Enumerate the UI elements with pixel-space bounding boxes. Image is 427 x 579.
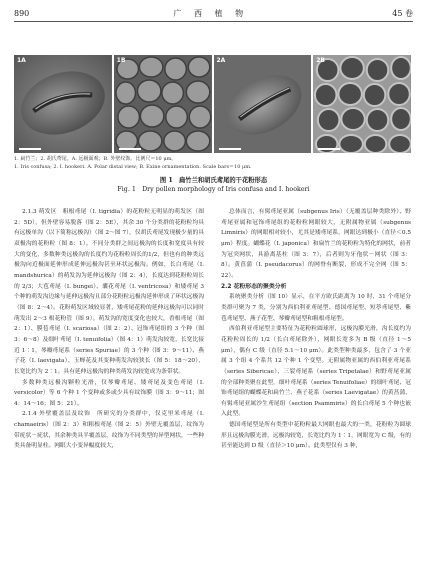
exine-ornamentation-image bbox=[114, 55, 212, 153]
scale-bar bbox=[318, 148, 340, 150]
scale-bar bbox=[119, 148, 141, 150]
figure-plates bbox=[14, 55, 411, 153]
figure-caption-en: 1. Iris confusa; 2. I. hookeri. A. Polar distal view; B. Exine ornamentation. Scale bars＝10 μm. bbox=[14, 164, 252, 170]
plate-label: 2B bbox=[316, 57, 325, 64]
figure-caption-cn: 1. 扁竹兰；2. 胡氏鸢尾。A. 远极面观；B. 外壁纹饰。比例尺＝10 μm。 bbox=[14, 156, 177, 162]
scale-bar bbox=[219, 148, 241, 150]
paragraph-exine-tectum: 2.1.4 外壁覆盖层及纹饰 所研究的分类群中，仅克里米鸢尾（I. chamaeiris）（图 2：3）和粗根鸢尾（图 2：5）外壁无覆盖层，纹饰为带疣状－疣状，其余种类具半覆盖层，纹饰为不同类型的异型网状，一些种类具备明显柱。网眼大小变异幅度较大， bbox=[14, 411, 204, 450]
left-column bbox=[14, 207, 204, 452]
paragraph-siberian-type: 西伯利亚鸢尾型主要特征为花粉粒圆球形，远极沟膜光滑，沟长度约为花粉粒周长的 1/2（长白鸢尾除外），网眼长宽多为 B 级（直径 1～5 μm），偶有 C 级（直径 5.1～10 μm）。此类型种类最多，包含了 3 个亚属 3 个组 4 个系共 12 个种 1 个变型。无附属物亚属的西伯利亚鸢尾系（series Sibericae）、三裂鸢尾系（series Tripetalae）和野鸢尾亚属的全部种类聚在此型，细叶鸢尾系（series Tenuifoliae）的细叶鸢尾、冠饰鸢尾组的蝴蝶花和扁竹兰、燕子花系（series Laevigatae）的黄菖蒲、有髯鸢尾亚属沙生鸢尾组（section Psammiris）的长白鸢尾 5 个种也嵌入此型。 bbox=[221, 326, 411, 418]
running-header bbox=[14, 6, 413, 20]
paragraph-colpus-membrane: 多数种类远极沟颗粒光滑，仅琴瓣鸢尾、矮鸢尾及变色鸢尾（I. versicolor）等 6 个种 1 个变种或多或少具有纹饰膜（图 3：9～11；图 4：14～16；图 5：21）。 bbox=[14, 379, 204, 407]
paragraph-mesh-size: 总体而言，有髯鸢尾亚属（subgenus Iris）（无覆盖层种类除外）、野鸢尾亚属和冠饰鸢尾组的花粉粒网眼较大，无附属物亚属（subgenus Limniris）的网眼相对较小，尤其是矮鸢尾系，网眼达到极小（直径＜0.5 μm）程度。蝴蝶花（I. japonica）和扁竹兰的花粉粒为特化的网状，前者为冠突网状，具游离基柱（图 3：7），后者则为牙孢状－网状（图 3：8）。黄菖蒲（I. pseudacorus）的网脊有断裂，形成不完全网（图 5：22）。 bbox=[221, 209, 411, 279]
sem-plate-1b bbox=[114, 55, 212, 153]
sem-plate-2a bbox=[214, 55, 312, 153]
sem-plate-1a bbox=[14, 55, 112, 153]
header-rule bbox=[14, 21, 413, 22]
volume-number: 45 卷 bbox=[392, 8, 413, 18]
section-heading-cluster-analysis: 2.2 花粉形态的聚类分析 bbox=[221, 283, 287, 290]
plate-label: 1A bbox=[17, 57, 26, 64]
figure-title-en: Fig. 1 Dry pollen morphology of Iris confusa and I. hookeri bbox=[117, 186, 310, 193]
exine-ornamentation-image bbox=[313, 55, 411, 153]
plate-label: 2A bbox=[216, 57, 226, 64]
paragraph-germination-area: 2.1.3 萌发区 粗根鸢尾（I. tigridia）的花粉粒无明显的萌发区（图 2：5D），但外壁容易脱落（图 2：5E），其余 30 个分类群的花粉粒均具有远极单沟（以下简称远极沟）（图 2～图 7），仅胡氏鸢尾发现极少量的具双极沟的花粉粒（图 8：1）。不同分类群之间远极沟的长度和宽度具有较大的变化，多数种类远极沟的长度约为花粉粒周长的1/2，但也有的种类远极沟向近极面延伸形成延伸远极沟甚至环状远极沟。例如，长白鸢尾（I. mandshurica）的萌发沟为延伸远极沟（图 2：4），长度达到花粉粒周长的 2/3；大苞鸢尾（I. bungei）、囊花鸢尾（I. ventricosa）和矮鸢尾 3 个种的萌发沟边缘与延伸远极沟且部分花粉粒远极沟延伸形成了环状远极沟（图 8：2～4）。花粉萌发区域较显著，矮鸢尾花粉的延伸远极沟可以同时萌发出 2～3 根花粉管（图 9）。萌发沟的宽度变化也较大，香根鸢尾（图 2：1）、膜苞鸢尾（I. scariosa）（图 2：2）、冠饰鸢尾组的 3 个种（图 3：6～8）及细叶鸢尾（I. tenuifolia）（图 4：1）萌发沟较宽，长宽比接近 1∶1，琴瓣鸢尾系（series Spuriae）的 3 个种（图 3：9～11）、燕子花（I. laevigata）、玉蝉花及其变种萌发沟较狭长（图 5：18～20），长宽比约为 2∶1。具有延伸远极沟的种类萌发沟较宽成为条带状。 bbox=[14, 209, 204, 375]
scale-bar bbox=[19, 148, 41, 150]
figure-title-cn: 图 1 扁竹兰和胡氏鸢尾的干花粉形态 bbox=[159, 177, 268, 184]
paragraph-german-type: 德国鸢尾型是所有类型中花粉粒最大网眼也最大的一类，花粉粒为圆球形且远极沟膜光滑，远极沟较宽，长宽比约为 1∶1，网眼宽为 C 级，有的甚至能达到 D 级（直径＞10 μm）。此类型仅有 3 种， bbox=[221, 422, 411, 450]
pollen-grain-image bbox=[214, 55, 312, 153]
pollen-grain-image bbox=[14, 55, 112, 153]
sem-plate-2b bbox=[313, 55, 411, 153]
page-number: 890 bbox=[14, 8, 30, 18]
paragraph-cluster-summary: 系统聚类分析（图 10）显示，在平方欧氏距离为 10 时，31 个鸢尾分类群可聚为 7 类，分别为西伯利亚鸢尾型、德国鸢尾型、短葶鸢尾型、紫苞鸢尾型、燕子花型、琴瓣鸢尾型和粗根鸢尾型。 bbox=[221, 294, 411, 322]
plate-label: 1B bbox=[116, 57, 126, 64]
journal-name: 广 西 植 物 bbox=[173, 8, 249, 18]
right-column bbox=[221, 207, 411, 452]
